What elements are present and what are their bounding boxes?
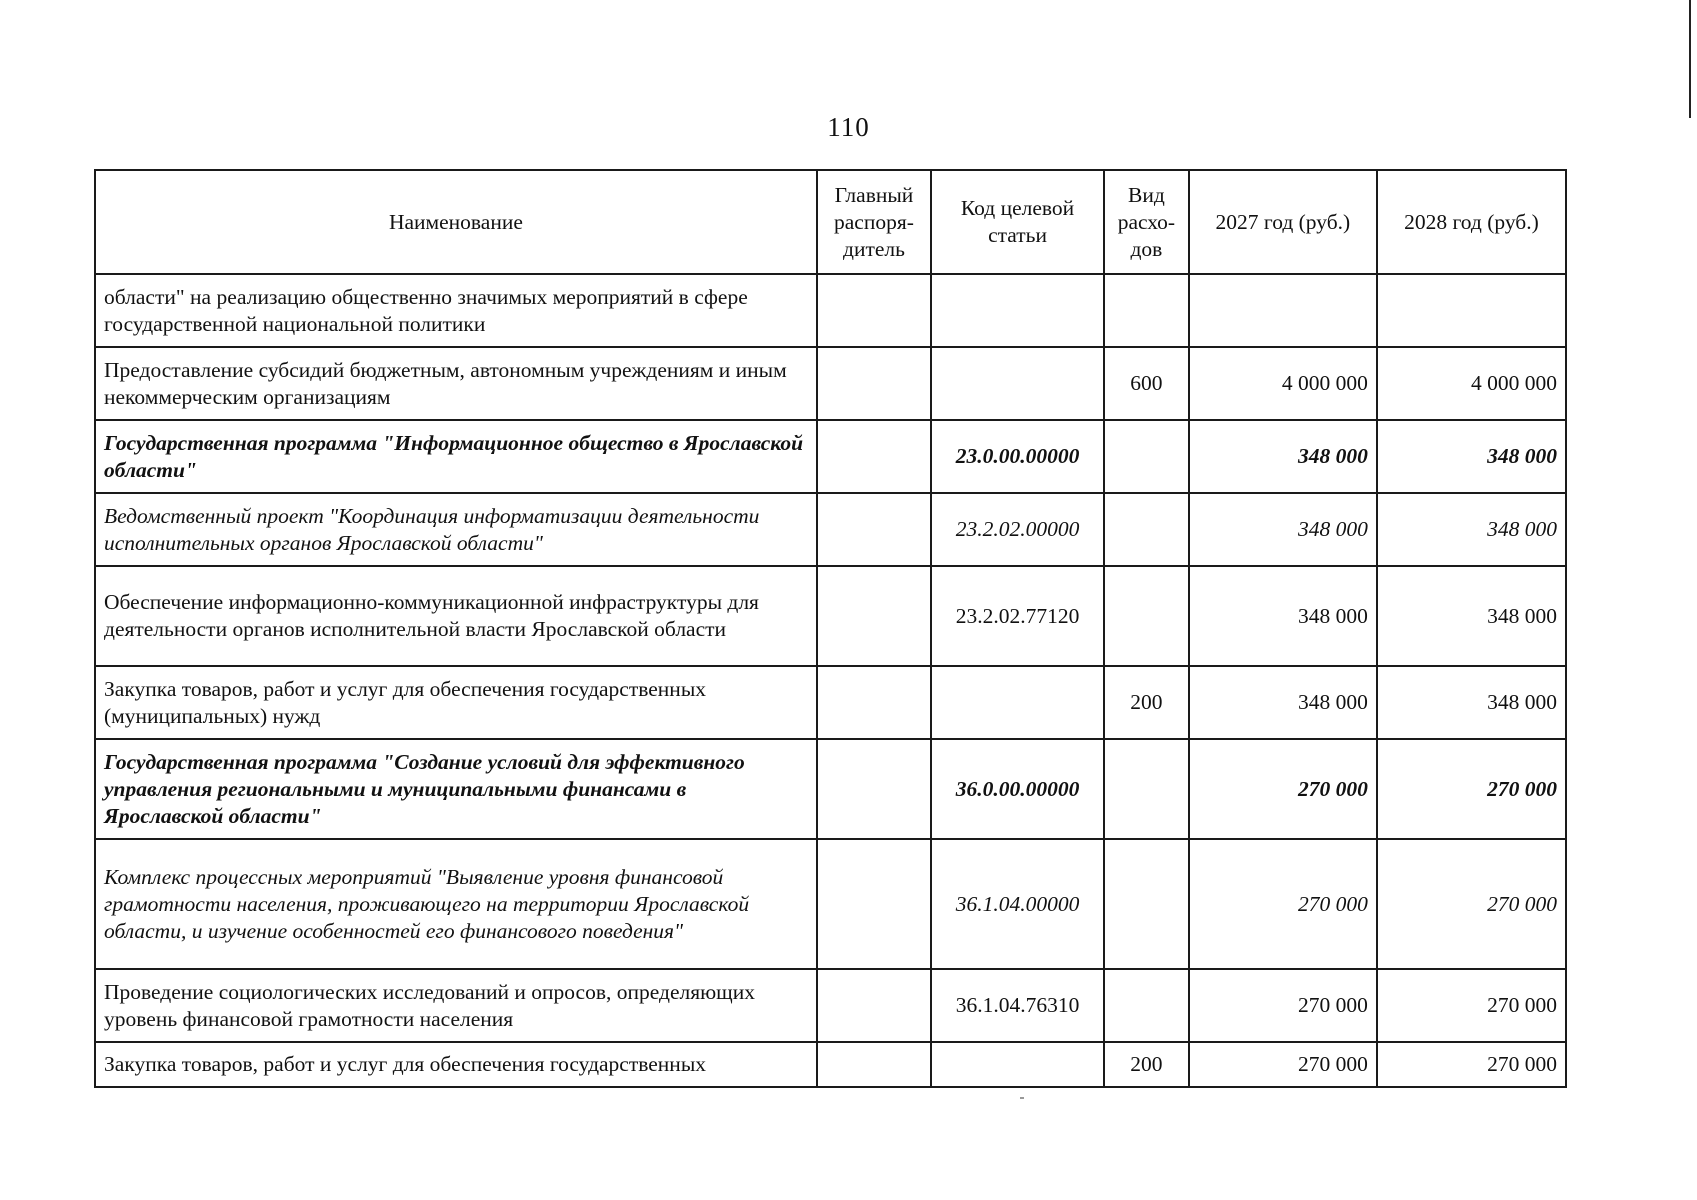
row-amount-2027: 270 000 [1189, 1042, 1377, 1087]
table-row [95, 420, 1566, 493]
table-row [95, 969, 1566, 1042]
row-manager [817, 493, 931, 566]
row-code: 36.0.00.00000 [931, 739, 1104, 839]
header-code: Код целевой статьи [931, 170, 1104, 274]
header-manager [817, 170, 931, 274]
row-amount-2027: 348 000 [1189, 420, 1377, 493]
row-manager [817, 274, 931, 347]
row-type [1104, 274, 1189, 347]
row-type [1104, 493, 1189, 566]
header-name: Наименование [95, 170, 817, 274]
row-amount-2028: 348 000 [1377, 493, 1566, 566]
table-row [95, 493, 1566, 566]
row-amount-2027: 270 000 [1189, 969, 1377, 1042]
header-year-2027: 2027 год (руб.) [1189, 170, 1377, 274]
row-amount-2028: 348 000 [1377, 566, 1566, 666]
table-row [95, 839, 1566, 969]
row-manager [817, 1042, 931, 1087]
header-year-2028: 2028 год (руб.) [1377, 170, 1566, 274]
header-type: Вид расхо-дов [1104, 170, 1189, 274]
row-amount-2027: 348 000 [1189, 666, 1377, 739]
page-number: 110 [827, 112, 870, 142]
row-name: Закупка товаров, работ и услуг для обеспечения государственных (муниципальных) нужд [95, 666, 817, 739]
row-name: Государственная программа "Информационное общество в Ярославской области" [95, 420, 817, 493]
row-amount-2028: 270 000 [1377, 1042, 1566, 1087]
row-code [931, 347, 1104, 420]
page-edge-mark [1689, 0, 1697, 118]
row-type [1104, 739, 1189, 839]
row-manager [817, 839, 931, 969]
row-name: области" на реализацию общественно значимых мероприятий в сфере государственной национальной политики [95, 274, 817, 347]
row-amount-2027: 270 000 [1189, 739, 1377, 839]
header-manager-text: Главный распоря-дитель [834, 182, 914, 261]
row-amount-2028: 348 000 [1377, 420, 1566, 493]
row-name: Проведение социологических исследований и опросов, определяющих уровень финансовой грамотности населения [95, 969, 817, 1042]
row-amount-2028: 270 000 [1377, 969, 1566, 1042]
table-row [95, 666, 1566, 739]
row-code: 36.1.04.76310 [931, 969, 1104, 1042]
table-row [95, 347, 1566, 420]
row-type [1104, 566, 1189, 666]
row-amount-2027: 270 000 [1189, 839, 1377, 969]
row-code: 23.2.02.77120 [931, 566, 1104, 666]
row-name: Государственная программа "Создание условий для эффективного управления региональными и муниципальными финансами в Ярославской области" [95, 739, 817, 839]
row-name: Предоставление субсидий бюджетным, автономным учреждениям и иным некоммерческим организациям [95, 347, 817, 420]
row-manager [817, 420, 931, 493]
row-type: 200 [1104, 1042, 1189, 1087]
row-manager [817, 666, 931, 739]
row-amount-2027 [1189, 274, 1377, 347]
row-manager [817, 566, 931, 666]
row-code: 23.2.02.00000 [931, 493, 1104, 566]
table-header-row [95, 170, 1566, 274]
row-name: Закупка товаров, работ и услуг для обеспечения государственных [95, 1042, 817, 1087]
row-type: 200 [1104, 666, 1189, 739]
row-name: Ведомственный проект "Координация информатизации деятельности исполнительных органов Ярославской области" [95, 493, 817, 566]
row-code [931, 274, 1104, 347]
table-row [95, 566, 1566, 666]
row-manager [817, 969, 931, 1042]
row-type [1104, 969, 1189, 1042]
row-amount-2027: 348 000 [1189, 493, 1377, 566]
row-code [931, 1042, 1104, 1087]
row-amount-2028: 270 000 [1377, 839, 1566, 969]
row-manager [817, 347, 931, 420]
row-manager [817, 739, 931, 839]
row-code: 23.0.00.00000 [931, 420, 1104, 493]
row-code: 36.1.04.00000 [931, 839, 1104, 969]
row-type [1104, 839, 1189, 969]
row-amount-2028: 4 000 000 [1377, 347, 1566, 420]
row-amount-2027: 4 000 000 [1189, 347, 1377, 420]
row-amount-2028: 270 000 [1377, 739, 1566, 839]
row-name: Обеспечение информационно-коммуникационной инфраструктуры для деятельности органов исполнительной власти Ярославской области [95, 566, 817, 666]
row-type [1104, 420, 1189, 493]
row-amount-2028 [1377, 274, 1566, 347]
row-amount-2028: 348 000 [1377, 666, 1566, 739]
row-amount-2027: 348 000 [1189, 566, 1377, 666]
row-code [931, 666, 1104, 739]
table-row [95, 739, 1566, 839]
scan-speck [1020, 1097, 1024, 1099]
budget-table [94, 169, 1567, 1088]
row-name: Комплекс процессных мероприятий "Выявление уровня финансовой грамотности населения, проживающего на территории Ярославской области, и изучение особенностей его финансового поведения" [95, 839, 817, 969]
table-row [95, 274, 1566, 347]
row-type: 600 [1104, 347, 1189, 420]
table-row [95, 1042, 1566, 1087]
